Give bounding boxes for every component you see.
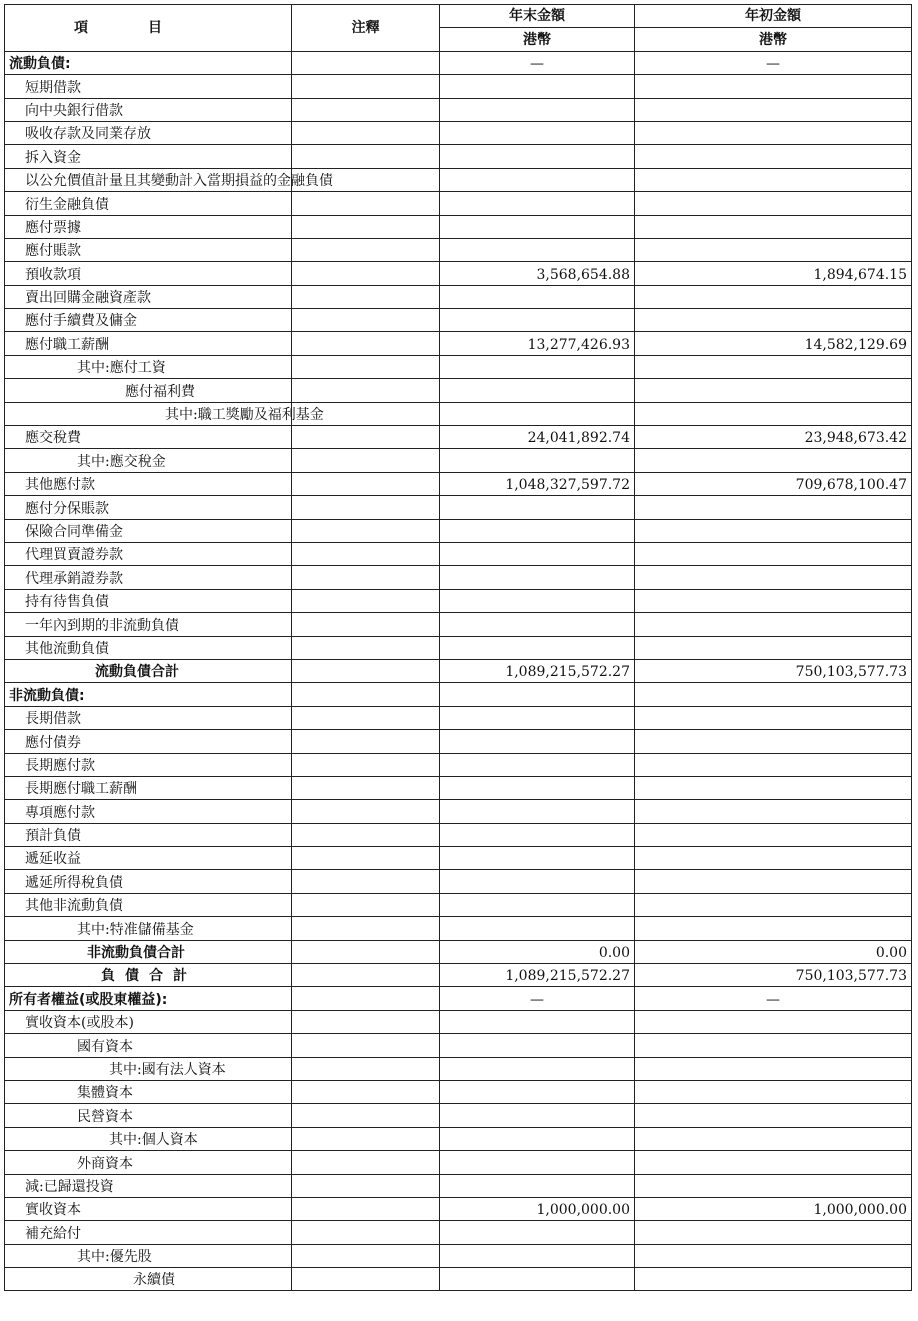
row-note <box>292 847 440 870</box>
row-label: 應付債券 <box>5 730 292 753</box>
row-end-of-year-value <box>440 215 635 238</box>
row-label: 吸收存款及同業存放 <box>5 121 292 144</box>
table-row <box>5 1080 912 1103</box>
row-label: 遞延所得稅負債 <box>5 870 292 893</box>
row-end-of-year-value <box>440 1034 635 1057</box>
table-row <box>5 542 912 565</box>
table-row <box>5 426 912 449</box>
balance-sheet-table <box>4 4 912 1291</box>
row-label: 其他流動負債 <box>5 636 292 659</box>
row-start-of-year-value <box>635 566 912 589</box>
row-start-of-year-value <box>635 683 912 706</box>
row-label: 應付賬款 <box>5 238 292 261</box>
row-end-of-year-value <box>440 1127 635 1150</box>
row-start-of-year-value <box>635 542 912 565</box>
row-end-of-year-value <box>440 238 635 261</box>
row-end-of-year-value <box>440 706 635 729</box>
row-note <box>292 519 440 542</box>
row-label: 其中:應交稅金 <box>5 449 292 472</box>
row-start-of-year-value <box>635 1151 912 1174</box>
row-label: 長期應付款 <box>5 753 292 776</box>
row-start-of-year-value <box>635 893 912 916</box>
row-end-of-year-value: 1,048,327,597.72 <box>440 472 635 495</box>
row-label: 長期應付職工薪酬 <box>5 776 292 799</box>
row-note <box>292 730 440 753</box>
row-note <box>292 145 440 168</box>
row-note <box>292 238 440 261</box>
row-end-of-year-value <box>440 1057 635 1080</box>
header-currency-end: 港幣 <box>440 28 635 51</box>
row-start-of-year-value <box>635 309 912 332</box>
table-row <box>5 636 912 659</box>
row-start-of-year-value <box>635 168 912 191</box>
row-note <box>292 472 440 495</box>
row-note <box>292 75 440 98</box>
row-end-of-year-value: 1,089,215,572.27 <box>440 659 635 682</box>
table-row <box>5 238 912 261</box>
table-row <box>5 1221 912 1244</box>
table-row <box>5 1151 912 1174</box>
row-label: 其中:應付工資 <box>5 355 292 378</box>
row-label: 持有待售負債 <box>5 589 292 612</box>
row-end-of-year-value <box>440 1244 635 1267</box>
row-note <box>292 1244 440 1267</box>
row-end-of-year-value <box>440 168 635 191</box>
row-label: 一年內到期的非流動負債 <box>5 613 292 636</box>
row-label: 應付分保賬款 <box>5 496 292 519</box>
row-end-of-year-value: 13,277,426.93 <box>440 332 635 355</box>
row-end-of-year-value <box>440 519 635 542</box>
row-start-of-year-value <box>635 379 912 402</box>
row-start-of-year-value: 0.00 <box>635 940 912 963</box>
row-note <box>292 332 440 355</box>
table-row <box>5 940 912 963</box>
row-label: 專項應付款 <box>5 800 292 823</box>
row-end-of-year-value <box>440 1010 635 1033</box>
row-start-of-year-value <box>635 870 912 893</box>
row-note <box>292 823 440 846</box>
header-end-of-year: 年末金額 <box>440 5 635 28</box>
row-note <box>292 262 440 285</box>
row-label: 拆入資金 <box>5 145 292 168</box>
row-end-of-year-value <box>440 847 635 870</box>
row-label: 實收資本 <box>5 1197 292 1220</box>
row-label: 賣出回購金融資產款 <box>5 285 292 308</box>
row-start-of-year-value <box>635 847 912 870</box>
row-end-of-year-value: 1,089,215,572.27 <box>440 964 635 987</box>
row-note <box>292 964 440 987</box>
row-start-of-year-value <box>635 1268 912 1291</box>
row-start-of-year-value <box>635 1080 912 1103</box>
table-body <box>5 51 912 1291</box>
row-end-of-year-value <box>440 542 635 565</box>
row-note <box>292 121 440 144</box>
row-start-of-year-value <box>635 730 912 753</box>
row-end-of-year-value <box>440 192 635 215</box>
row-end-of-year-value <box>440 285 635 308</box>
table-row <box>5 1104 912 1127</box>
row-start-of-year-value: 750,103,577.73 <box>635 964 912 987</box>
row-start-of-year-value <box>635 215 912 238</box>
row-start-of-year-value <box>635 121 912 144</box>
row-end-of-year-value <box>440 730 635 753</box>
table-row <box>5 823 912 846</box>
row-label: 應付手續費及傭金 <box>5 309 292 332</box>
row-start-of-year-value <box>635 238 912 261</box>
row-end-of-year-value <box>440 870 635 893</box>
row-note <box>292 309 440 332</box>
row-start-of-year-value <box>635 823 912 846</box>
row-note <box>292 426 440 449</box>
table-row <box>5 1057 912 1080</box>
row-end-of-year-value <box>440 566 635 589</box>
row-end-of-year-value <box>440 683 635 706</box>
row-note <box>292 987 440 1010</box>
row-start-of-year-value: — <box>635 987 912 1010</box>
row-note <box>292 659 440 682</box>
row-end-of-year-value <box>440 893 635 916</box>
row-end-of-year-value <box>440 613 635 636</box>
table-row <box>5 776 912 799</box>
row-label: 代理承銷證券款 <box>5 566 292 589</box>
row-start-of-year-value <box>635 98 912 121</box>
row-note <box>292 1221 440 1244</box>
row-start-of-year-value: 750,103,577.73 <box>635 659 912 682</box>
row-end-of-year-value <box>440 1104 635 1127</box>
row-start-of-year-value <box>635 1057 912 1080</box>
row-start-of-year-value <box>635 1221 912 1244</box>
row-note <box>292 636 440 659</box>
table-row <box>5 917 912 940</box>
row-start-of-year-value <box>635 753 912 776</box>
row-start-of-year-value <box>635 285 912 308</box>
row-start-of-year-value <box>635 1010 912 1033</box>
row-start-of-year-value <box>635 706 912 729</box>
row-label: 所有者權益(或股東權益): <box>5 987 292 1010</box>
row-end-of-year-value: 24,041,892.74 <box>440 426 635 449</box>
row-label: 其中:個人資本 <box>5 1127 292 1150</box>
table-row <box>5 1034 912 1057</box>
row-note <box>292 215 440 238</box>
row-note <box>292 355 440 378</box>
row-note <box>292 449 440 472</box>
table-row <box>5 1127 912 1150</box>
table-row <box>5 519 912 542</box>
row-end-of-year-value <box>440 1151 635 1174</box>
row-label: 向中央銀行借款 <box>5 98 292 121</box>
row-end-of-year-value <box>440 753 635 776</box>
table-row <box>5 847 912 870</box>
row-label: 永續債 <box>5 1268 292 1291</box>
table-row <box>5 309 912 332</box>
row-start-of-year-value <box>635 519 912 542</box>
row-end-of-year-value: — <box>440 51 635 74</box>
table-row <box>5 870 912 893</box>
row-label: 應付福利費 <box>5 379 292 402</box>
row-start-of-year-value <box>635 917 912 940</box>
row-note <box>292 1268 440 1291</box>
row-end-of-year-value <box>440 496 635 519</box>
row-end-of-year-value <box>440 449 635 472</box>
row-label: 民營資本 <box>5 1104 292 1127</box>
row-note <box>292 1010 440 1033</box>
row-label: 其中:職工獎勵及福利基金 <box>5 402 292 425</box>
row-end-of-year-value <box>440 823 635 846</box>
row-note <box>292 379 440 402</box>
row-start-of-year-value: 14,582,129.69 <box>635 332 912 355</box>
row-label: 長期借款 <box>5 706 292 729</box>
row-label: 外商資本 <box>5 1151 292 1174</box>
row-note <box>292 496 440 519</box>
table-row <box>5 379 912 402</box>
table-row <box>5 402 912 425</box>
row-end-of-year-value <box>440 917 635 940</box>
row-start-of-year-value <box>635 636 912 659</box>
table-row <box>5 496 912 519</box>
row-label: 非流動負債: <box>5 683 292 706</box>
table-row <box>5 332 912 355</box>
row-label: 補充給付 <box>5 1221 292 1244</box>
row-start-of-year-value <box>635 613 912 636</box>
row-start-of-year-value <box>635 75 912 98</box>
row-start-of-year-value <box>635 355 912 378</box>
row-note <box>292 192 440 215</box>
row-label: 保險合同準備金 <box>5 519 292 542</box>
row-end-of-year-value <box>440 121 635 144</box>
row-note <box>292 940 440 963</box>
row-note <box>292 753 440 776</box>
row-note <box>292 566 440 589</box>
table-row <box>5 1268 912 1291</box>
row-note <box>292 776 440 799</box>
row-end-of-year-value <box>440 379 635 402</box>
row-label: 應交稅費 <box>5 426 292 449</box>
row-start-of-year-value <box>635 145 912 168</box>
row-start-of-year-value: 1,894,674.15 <box>635 262 912 285</box>
row-note <box>292 1080 440 1103</box>
row-start-of-year-value <box>635 1244 912 1267</box>
row-label: 其他應付款 <box>5 472 292 495</box>
row-end-of-year-value <box>440 1080 635 1103</box>
row-start-of-year-value: 709,678,100.47 <box>635 472 912 495</box>
row-start-of-year-value: 1,000,000.00 <box>635 1197 912 1220</box>
row-end-of-year-value <box>440 589 635 612</box>
row-label: 流動負債: <box>5 51 292 74</box>
table-row <box>5 1197 912 1220</box>
row-label: 以公允價值計量且其變動計入當期損益的金融負債 <box>5 168 292 191</box>
table-row <box>5 168 912 191</box>
row-label: 預收款項 <box>5 262 292 285</box>
row-note <box>292 917 440 940</box>
row-end-of-year-value <box>440 309 635 332</box>
row-start-of-year-value: 23,948,673.42 <box>635 426 912 449</box>
table-row <box>5 51 912 74</box>
row-label: 國有資本 <box>5 1034 292 1057</box>
table-row <box>5 262 912 285</box>
table-row <box>5 683 912 706</box>
table-row <box>5 964 912 987</box>
table-row <box>5 472 912 495</box>
row-note <box>292 893 440 916</box>
row-start-of-year-value <box>635 1127 912 1150</box>
row-note <box>292 1057 440 1080</box>
table-row <box>5 706 912 729</box>
row-note <box>292 1127 440 1150</box>
row-label: 其中:優先股 <box>5 1244 292 1267</box>
row-note <box>292 51 440 74</box>
row-label: 集體資本 <box>5 1080 292 1103</box>
row-note <box>292 1151 440 1174</box>
row-label: 負債合計 <box>5 964 292 987</box>
table-row <box>5 566 912 589</box>
row-label: 衍生金融負債 <box>5 192 292 215</box>
row-start-of-year-value <box>635 1104 912 1127</box>
table-row <box>5 355 912 378</box>
header-currency-start: 港幣 <box>635 28 912 51</box>
row-start-of-year-value <box>635 1034 912 1057</box>
table-row <box>5 75 912 98</box>
header-start-of-year: 年初金額 <box>635 5 912 28</box>
row-note <box>292 683 440 706</box>
table-row <box>5 215 912 238</box>
row-end-of-year-value: 1,000,000.00 <box>440 1197 635 1220</box>
row-start-of-year-value <box>635 589 912 612</box>
table-row <box>5 893 912 916</box>
row-label: 減:已歸還投資 <box>5 1174 292 1197</box>
header-note: 注釋 <box>292 5 440 52</box>
table-row <box>5 613 912 636</box>
header-item-label: 項目 <box>74 19 222 36</box>
header-item <box>5 5 292 52</box>
table-row <box>5 800 912 823</box>
row-end-of-year-value <box>440 636 635 659</box>
row-start-of-year-value <box>635 449 912 472</box>
row-note <box>292 98 440 121</box>
table-row <box>5 449 912 472</box>
table-row <box>5 730 912 753</box>
row-end-of-year-value <box>440 75 635 98</box>
table-row <box>5 1174 912 1197</box>
row-label: 其他非流動負債 <box>5 893 292 916</box>
row-start-of-year-value <box>635 1174 912 1197</box>
row-label: 其中:國有法人資本 <box>5 1057 292 1080</box>
row-note <box>292 285 440 308</box>
table-row <box>5 589 912 612</box>
row-note <box>292 1034 440 1057</box>
row-end-of-year-value: 0.00 <box>440 940 635 963</box>
table-row <box>5 659 912 682</box>
row-start-of-year-value: — <box>635 51 912 74</box>
row-end-of-year-value: 3,568,654.88 <box>440 262 635 285</box>
row-end-of-year-value <box>440 355 635 378</box>
row-label: 預計負債 <box>5 823 292 846</box>
row-label: 代理買賣證券款 <box>5 542 292 565</box>
row-note <box>292 542 440 565</box>
row-end-of-year-value <box>440 145 635 168</box>
row-start-of-year-value <box>635 496 912 519</box>
table-row <box>5 753 912 776</box>
row-start-of-year-value <box>635 800 912 823</box>
row-note <box>292 870 440 893</box>
row-end-of-year-value <box>440 1268 635 1291</box>
row-start-of-year-value <box>635 402 912 425</box>
table-row <box>5 145 912 168</box>
row-label: 其中:特准儲備基金 <box>5 917 292 940</box>
row-label: 非流動負債合計 <box>5 940 292 963</box>
row-label: 流動負債合計 <box>5 659 292 682</box>
row-end-of-year-value <box>440 402 635 425</box>
table-row <box>5 987 912 1010</box>
row-end-of-year-value <box>440 1221 635 1244</box>
row-end-of-year-value <box>440 800 635 823</box>
table-row <box>5 192 912 215</box>
table-row <box>5 285 912 308</box>
row-note <box>292 589 440 612</box>
row-note <box>292 1104 440 1127</box>
row-note <box>292 1174 440 1197</box>
row-label: 短期借款 <box>5 75 292 98</box>
row-note <box>292 1197 440 1220</box>
table-row <box>5 98 912 121</box>
table-row <box>5 1244 912 1267</box>
row-label: 應付票據 <box>5 215 292 238</box>
row-start-of-year-value <box>635 192 912 215</box>
row-end-of-year-value <box>440 98 635 121</box>
table-row <box>5 121 912 144</box>
row-end-of-year-value <box>440 1174 635 1197</box>
row-label: 遞延收益 <box>5 847 292 870</box>
row-end-of-year-value: — <box>440 987 635 1010</box>
row-note <box>292 800 440 823</box>
row-label: 應付職工薪酬 <box>5 332 292 355</box>
table-row <box>5 1010 912 1033</box>
row-start-of-year-value <box>635 776 912 799</box>
row-end-of-year-value <box>440 776 635 799</box>
row-note <box>292 706 440 729</box>
row-note <box>292 613 440 636</box>
row-label: 實收資本(或股本) <box>5 1010 292 1033</box>
